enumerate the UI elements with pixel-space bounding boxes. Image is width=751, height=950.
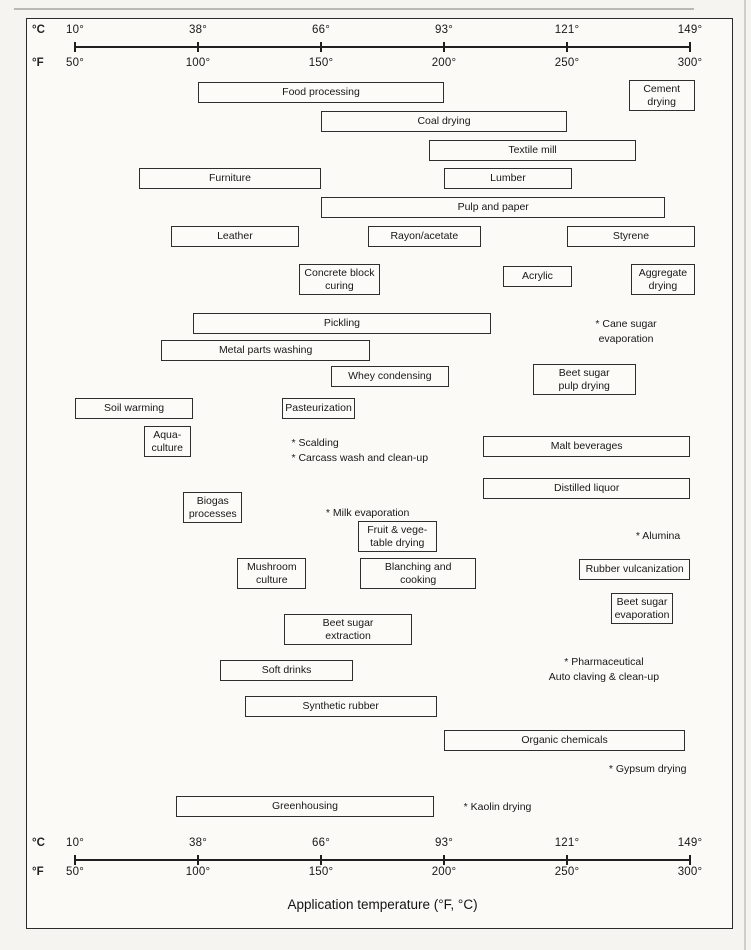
process-box-acrylic: [503, 266, 572, 287]
celsius-tick-label: 93°: [435, 24, 453, 36]
fahrenheit-tick-label: 150°: [308, 866, 334, 878]
process-box-organic-chemicals: [444, 730, 685, 751]
process-box-beet-sugar-pulp-drying: [533, 364, 636, 395]
process-box-lumber: [444, 168, 572, 189]
fahrenheit-tick-label: 50°: [66, 57, 84, 69]
celsius-tick-label: 149°: [677, 24, 703, 36]
fahrenheit-tick-label: 150°: [308, 57, 334, 69]
star-annotation-scalding: [291, 436, 338, 451]
process-box-pickling: [193, 313, 491, 334]
process-box-label: Aggregate: [638, 266, 688, 279]
process-box-label: Rayon/acetate: [390, 230, 459, 242]
star-annotation-milk-evaporation: [326, 506, 409, 521]
fahrenheit-tick-label: 50°: [66, 866, 84, 878]
process-box-label: Blanching and: [384, 560, 452, 573]
process-box-label: culture: [256, 573, 288, 586]
process-box-label: Synthetic rubber: [302, 700, 379, 712]
axis-tick-mark: [197, 855, 199, 865]
process-box-metal-parts-washing: [161, 340, 370, 361]
process-box-furniture: [139, 168, 321, 189]
process-box-label: Distilled liquor: [553, 482, 620, 494]
process-box-label: curing: [325, 279, 354, 292]
star-annotation-label: * Alumina: [635, 530, 681, 542]
star-annotation-alumina: [636, 529, 680, 544]
fahrenheit-tick-label: 300°: [677, 866, 703, 878]
axis-tick-mark: [320, 855, 322, 865]
celsius-tick-label: 66°: [312, 24, 330, 36]
process-box-blanching-and-cooking: [360, 558, 476, 589]
star-annotation-carcass-wash-and-clean-up: [291, 451, 428, 466]
celsius-tick-label: 149°: [677, 837, 703, 849]
process-box-label: Coal drying: [417, 115, 471, 127]
process-box-soft-drinks: [220, 660, 353, 681]
axis-line: [75, 46, 690, 48]
fahrenheit-tick-label: 250°: [554, 866, 580, 878]
axis-tick-mark: [443, 42, 445, 52]
process-box-label: drying: [647, 95, 676, 108]
axis-caption: Application temperature (°F, °C): [287, 897, 478, 912]
process-box-label: Furniture: [208, 172, 251, 184]
process-box-label: Food processing: [282, 86, 360, 98]
process-box-label: Cement: [643, 82, 681, 95]
process-box-biogas-processes: [183, 492, 242, 523]
process-box-label: pulp drying: [558, 379, 610, 392]
process-box-label: extraction: [325, 629, 371, 642]
process-box-label: Leather: [217, 230, 253, 242]
axis-tick-mark: [566, 855, 568, 865]
star-annotation-label: * Carcass wash and clean-up: [291, 452, 429, 464]
process-box-rubber-vulcanization: [579, 559, 690, 580]
process-box-label: Organic chemicals: [521, 734, 608, 746]
process-box-label: Pickling: [323, 317, 360, 329]
process-box-label: Acrylic: [522, 270, 553, 282]
axis-tick-mark: [197, 42, 199, 52]
process-box-beet-sugar-evaporation: [611, 593, 673, 624]
process-box-rayon-acetate: [368, 226, 481, 247]
process-box-label: Beet sugar: [322, 616, 374, 629]
process-box-mushroom-culture: [237, 558, 306, 589]
process-box-label: Lumber: [490, 172, 526, 184]
process-box-whey-condensing: [331, 366, 449, 387]
axis-tick-mark: [320, 42, 322, 52]
fahrenheit-tick-label: 100°: [185, 866, 211, 878]
process-box-leather: [171, 226, 299, 247]
star-annotation-cane-sugar-evaporation: [595, 317, 656, 347]
process-box-label: Concrete block: [304, 266, 375, 279]
bottom-celsius-unit-label: °C: [32, 837, 45, 849]
process-box-aggregate-drying: [631, 264, 695, 295]
process-box-textile-mill: [429, 140, 636, 161]
process-box-label: culture: [151, 441, 183, 454]
process-box-synthetic-rubber: [245, 696, 437, 717]
star-annotation-pharmaceutical-autoclaving: [549, 655, 659, 685]
top-fahrenheit-unit-label: °F: [32, 57, 44, 69]
process-box-label: table drying: [370, 536, 425, 549]
process-box-label: drying: [648, 279, 678, 292]
bottom-fahrenheit-unit-label: °F: [32, 866, 44, 878]
celsius-tick-label: 38°: [189, 24, 207, 36]
process-box-label: Beet sugar: [616, 595, 668, 608]
axis-tick-mark: [74, 855, 76, 865]
process-box-label: Metal parts washing: [218, 344, 313, 356]
process-box-label: Soft drinks: [261, 664, 312, 676]
star-annotation-label: * Cane sugar: [595, 318, 657, 330]
star-annotation-label: * Milk evaporation: [325, 507, 410, 519]
process-box-food-processing: [198, 82, 444, 103]
star-annotation-label: * Kaolin drying: [463, 801, 532, 813]
celsius-tick-label: 121°: [554, 837, 580, 849]
star-annotation-gypsum-drying: [609, 762, 687, 777]
process-box-label: Aqua-: [153, 428, 182, 441]
process-box-label: Malt beverages: [550, 440, 623, 452]
top-celsius-unit-label: °C: [32, 24, 45, 36]
process-box-label: Beet sugar: [558, 366, 610, 379]
process-box-aqua-culture: [144, 426, 191, 457]
fahrenheit-tick-label: 100°: [185, 57, 211, 69]
process-box-malt-beverages: [483, 436, 690, 457]
axis-tick-mark: [689, 42, 691, 52]
process-box-label: Pulp and paper: [457, 201, 529, 213]
process-box-coal-drying: [321, 111, 567, 132]
scan-artifact-line: [14, 8, 694, 10]
process-box-label: Fruit & vege-: [367, 523, 428, 536]
celsius-tick-label: 121°: [554, 24, 580, 36]
celsius-tick-label: 93°: [435, 837, 453, 849]
fahrenheit-tick-label: 200°: [431, 866, 457, 878]
process-box-styrene: [567, 226, 695, 247]
celsius-tick-label: 38°: [189, 837, 207, 849]
star-annotation-label: * Pharmaceutical: [564, 656, 644, 668]
process-box-label: Soil warming: [103, 402, 165, 414]
axis-tick-mark: [566, 42, 568, 52]
process-box-label: Pasteurization: [285, 402, 352, 414]
process-box-label: evaporation: [614, 608, 670, 621]
process-box-label: cooking: [400, 573, 437, 586]
process-box-cement-drying: [629, 80, 695, 111]
fahrenheit-tick-label: 200°: [431, 57, 457, 69]
star-annotation-kaolin-drying: [464, 800, 532, 815]
axis-tick-mark: [443, 855, 445, 865]
process-box-label: Textile mill: [508, 144, 557, 156]
star-annotation-label: evaporation: [598, 333, 654, 345]
process-box-label: Greenhousing: [272, 800, 338, 812]
process-box-soil-warming: [75, 398, 193, 419]
process-box-label: Biogas: [196, 494, 229, 507]
process-box-label: Mushroom: [246, 560, 297, 573]
process-box-concrete-block-curing: [299, 264, 380, 295]
star-annotation-label: * Scalding: [291, 437, 339, 449]
process-box-label: Rubber vulcanization: [585, 563, 684, 575]
process-box-label: Styrene: [612, 230, 650, 242]
axis-tick-mark: [74, 42, 76, 52]
star-annotation-label: * Gypsum drying: [608, 763, 687, 775]
process-box-beet-sugar-extraction: [284, 614, 412, 645]
process-box-distilled-liquor: [483, 478, 690, 499]
fahrenheit-tick-label: 250°: [554, 57, 580, 69]
process-box-label: Whey condensing: [348, 370, 432, 382]
scan-artifact-line: [744, 0, 746, 950]
process-box-fruit-and-vegetable-drying: [358, 521, 437, 552]
axis-line: [75, 859, 690, 861]
star-annotation-label: Auto claving & clean-up: [548, 671, 660, 683]
celsius-tick-label: 10°: [66, 24, 84, 36]
celsius-tick-label: 10°: [66, 837, 84, 849]
celsius-tick-label: 66°: [312, 837, 330, 849]
fahrenheit-tick-label: 300°: [677, 57, 703, 69]
process-box-pasteurization: [282, 398, 356, 419]
axis-tick-mark: [689, 855, 691, 865]
process-box-greenhousing: [176, 796, 434, 817]
process-box-label: processes: [188, 507, 237, 520]
process-box-pulp-and-paper: [321, 197, 665, 218]
